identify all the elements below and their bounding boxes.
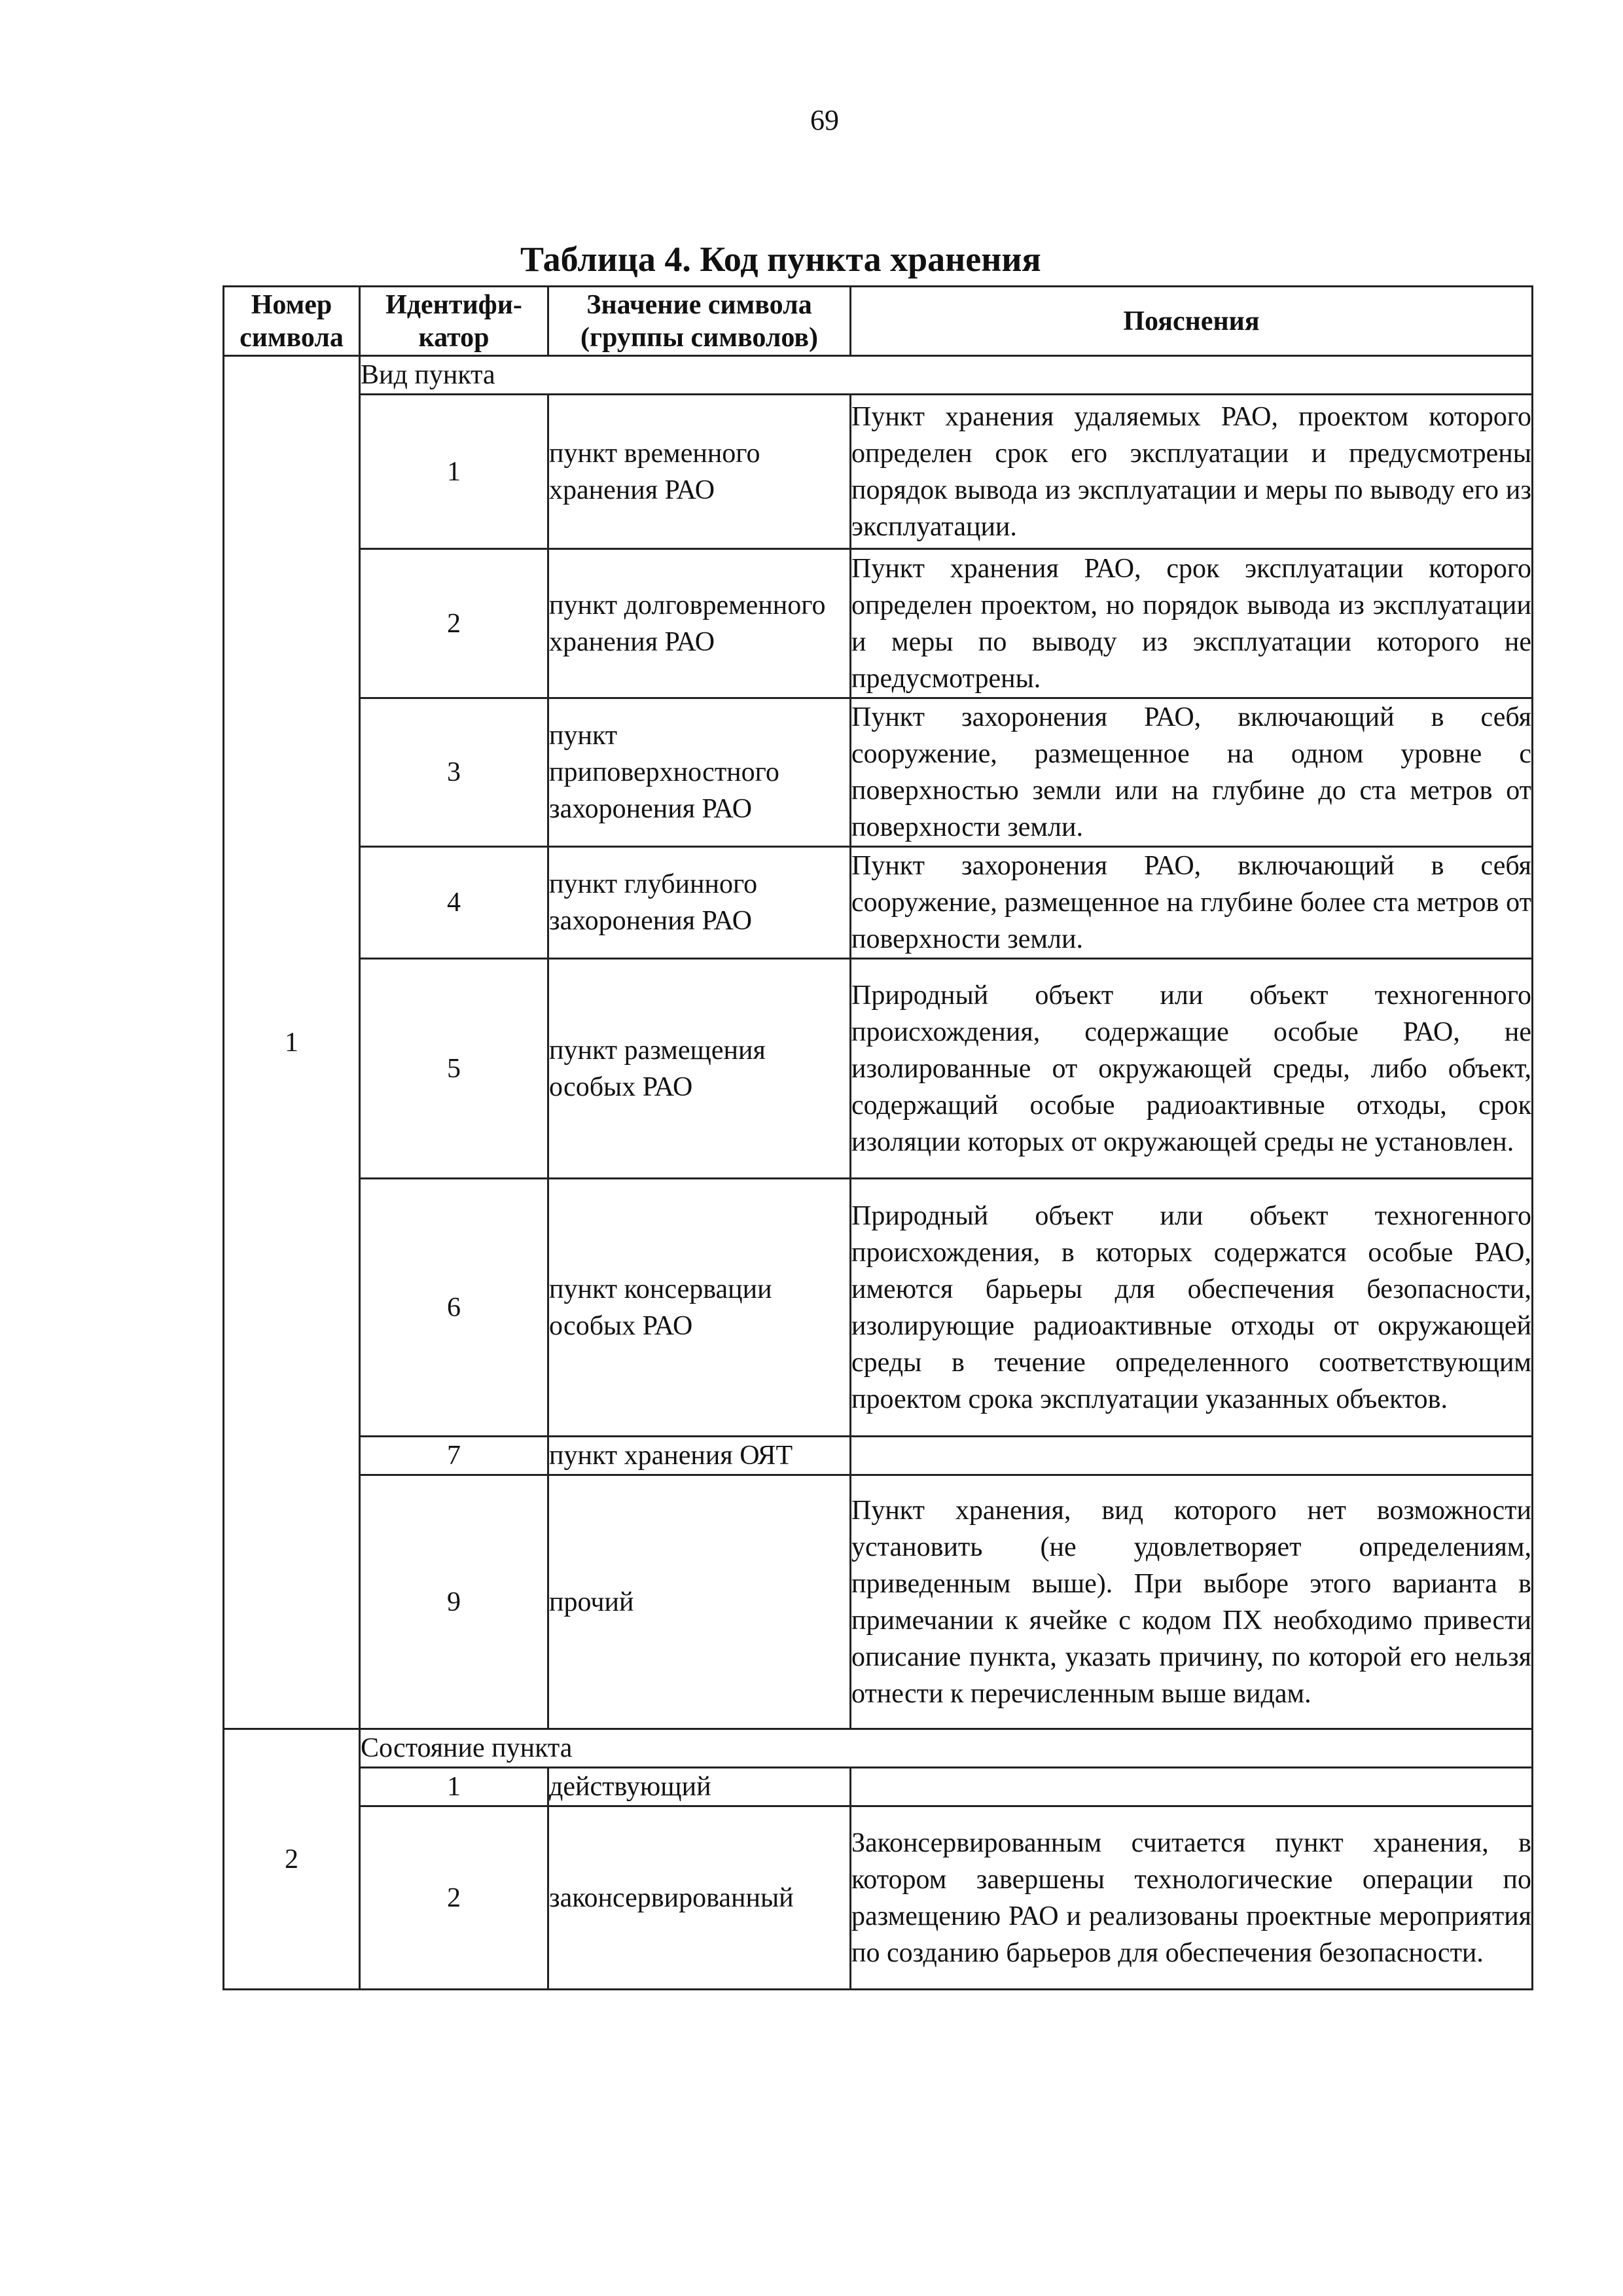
identifier-cell: 9 xyxy=(360,1475,548,1729)
header-explanation: Пояснения xyxy=(851,287,1533,356)
identifier-cell: 4 xyxy=(360,847,548,959)
symbol-number: 1 xyxy=(224,356,360,1729)
value-cell: пункт хранения ОЯТ xyxy=(548,1437,851,1475)
explanation-cell xyxy=(851,1768,1533,1806)
page-number: 69 xyxy=(810,104,839,136)
symbol-number: 2 xyxy=(224,1729,360,1990)
group-title: Вид пункта xyxy=(360,356,1533,395)
explanation-cell: Пункт хранения удаляемых РАО, проектом которого определен срок его эксплуатации и предусмотрены порядок вывода из эксплуатации и меры по выводу его из эксплуатации. xyxy=(851,395,1533,549)
identifier-cell: 2 xyxy=(360,1806,548,1990)
table-title: Таблица 4. Код пункта хранения xyxy=(520,240,1041,279)
explanation-cell: Пункт хранения, вид которого нет возможности установить (не удовлетворяет определениям, приведенным выше). При выборе этого варианта в примечании к ячейке с кодом ПХ необходимо привести описание пункта, указать причину, по которой его нельзя отнести к перечисленным выше видам. xyxy=(851,1475,1533,1729)
value-cell: пункт приповерхностного захоронения РАО xyxy=(548,698,851,847)
group-title: Состояние пункта xyxy=(360,1729,1533,1768)
explanation-cell xyxy=(851,1437,1533,1475)
identifier-cell: 3 xyxy=(360,698,548,847)
identifier-cell: 6 xyxy=(360,1179,548,1437)
explanation-cell: Природный объект или объект техногенного происхождения, содержащие особые РАО, не изолированные от окружающей среды, либо объект, содержащий особые радиоактивные отходы, срок изоляции которых от окружающей среды не установлен. xyxy=(851,959,1533,1179)
identifier-cell: 1 xyxy=(360,395,548,549)
value-cell: законсервированный xyxy=(548,1806,851,1990)
explanation-cell: Законсервированным считается пункт хранения, в котором завершены технологические операции по размещению РАО и реализованы проектные мероприятия по созданию барьеров для обеспечения безопасности. xyxy=(851,1806,1533,1990)
header-symbol-number: Номер символа xyxy=(224,287,360,356)
explanation-cell: Природный объект или объект техногенного происхождения, в которых содержатся особые РАО, имеются барьеры для обеспечения безопасности, изолирующие радиоактивные отходы от окружающей среды в течение определенного соответствующим проектом срока эксплуатации указанных объектов. xyxy=(851,1179,1533,1437)
explanation-cell: Пункт захоронения РАО, включающий в себя сооружение, размещенное на глубине более ста метров от поверхности земли. xyxy=(851,847,1533,959)
identifier-cell: 7 xyxy=(360,1437,548,1475)
value-cell: действующий xyxy=(548,1768,851,1806)
identifier-cell: 1 xyxy=(360,1768,548,1806)
identifier-cell: 2 xyxy=(360,549,548,698)
header-value: Значение символа (группы символов) xyxy=(548,287,851,356)
identifier-cell: 5 xyxy=(360,959,548,1179)
header-identifier: Идентифи-катор xyxy=(360,287,548,356)
explanation-cell: Пункт хранения РАО, срок эксплуатации которого определен проектом, но порядок вывода из эксплуатации и меры по выводу из эксплуатации которого не предусмотрены. xyxy=(851,549,1533,698)
value-cell: пункт глубинного захоронения РАО xyxy=(548,847,851,959)
storage-code-table xyxy=(223,285,1533,1990)
value-cell: пункт консервации особых РАО xyxy=(548,1179,851,1437)
explanation-cell: Пункт захоронения РАО, включающий в себя сооружение, размещенное на одном уровне с поверхностью земли или на глубине до ста метров от поверхности земли. xyxy=(851,698,1533,847)
value-cell: пункт временного хранения РАО xyxy=(548,395,851,549)
value-cell: прочий xyxy=(548,1475,851,1729)
value-cell: пункт размещения особых РАО xyxy=(548,959,851,1179)
value-cell: пункт долговременного хранения РАО xyxy=(548,549,851,698)
